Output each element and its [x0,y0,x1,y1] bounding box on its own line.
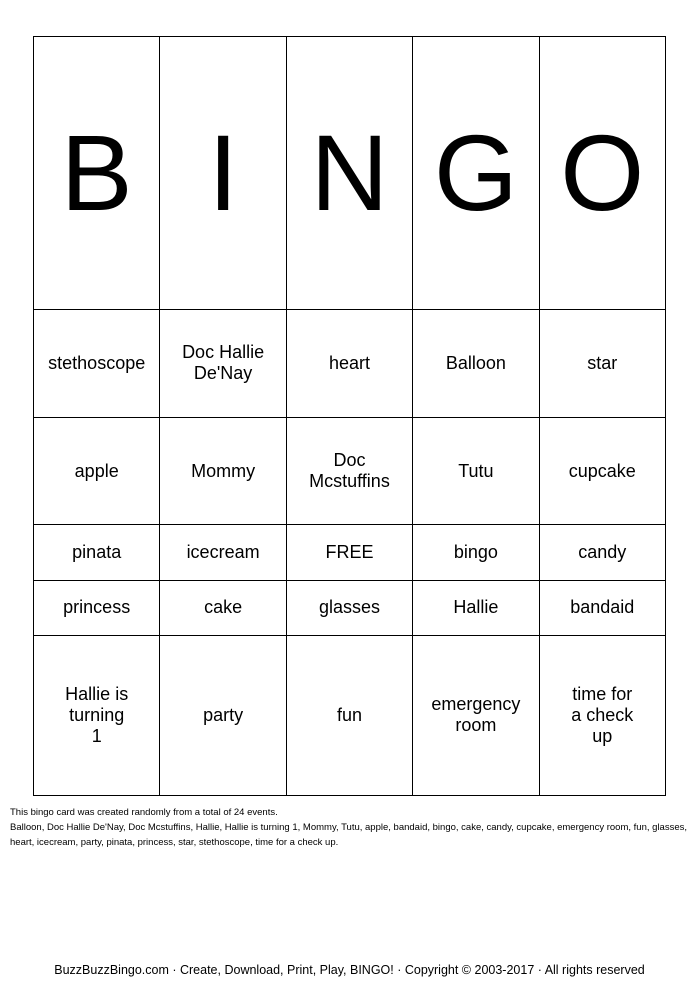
bingo-row [34,580,666,635]
note-event-list: Balloon, Doc Hallie De'Nay, Doc Mcstuffins, Hallie, Hallie is turning 1, Mommy, Tutu, apple, bandaid, bingo, cake, candy, cupcake, emergency room, fun, glasses, heart, icecream, party, pinata, princess, star, stethoscope, time for a check up. [10,822,687,848]
bingo-row [34,525,666,580]
bingo-cell: candy [539,525,665,580]
header-letter-i: I [160,37,286,310]
header-letter-o: O [539,37,665,310]
bingo-cell: Hallie is turning 1 [34,635,160,795]
bingo-cell: princess [34,580,160,635]
bingo-cell: cake [160,580,286,635]
bingo-cell: Doc Mcstuffins [286,417,412,525]
bingo-card [33,36,666,796]
bingo-cell: bingo [413,525,539,580]
bingo-cell: pinata [34,525,160,580]
bingo-cell: heart [286,310,412,418]
free-space-cell: FREE [286,525,412,580]
header-letter-n: N [286,37,412,310]
bingo-cell: star [539,310,665,418]
bingo-cell: fun [286,635,412,795]
bingo-cell: cupcake [539,417,665,525]
header-letter-b: B [34,37,160,310]
bingo-cell: time for a check up [539,635,665,795]
bingo-cell: icecream [160,525,286,580]
header-letter-g: G [413,37,539,310]
bingo-cell: Hallie [413,580,539,635]
bingo-cell: Tutu [413,417,539,525]
bingo-cell: Doc Hallie De'Nay [160,310,286,418]
bingo-cell: Balloon [413,310,539,418]
bingo-cell: emergency room [413,635,539,795]
bingo-cell: bandaid [539,580,665,635]
bingo-cell: party [160,635,286,795]
bingo-row [34,310,666,418]
bingo-cell: stethoscope [34,310,160,418]
card-note [10,805,690,850]
bingo-cell: apple [34,417,160,525]
bingo-row [34,635,666,795]
bingo-cell: glasses [286,580,412,635]
bingo-header-row [34,37,666,310]
note-summary: This bingo card was created randomly from a total of 24 events. [10,807,278,818]
bingo-cell: Mommy [160,417,286,525]
footer-credits: BuzzBuzzBingo.com · Create, Download, Print, Play, BINGO! · Copyright © 2003-2017 · All rights reserved [54,963,645,977]
bingo-row [34,417,666,525]
